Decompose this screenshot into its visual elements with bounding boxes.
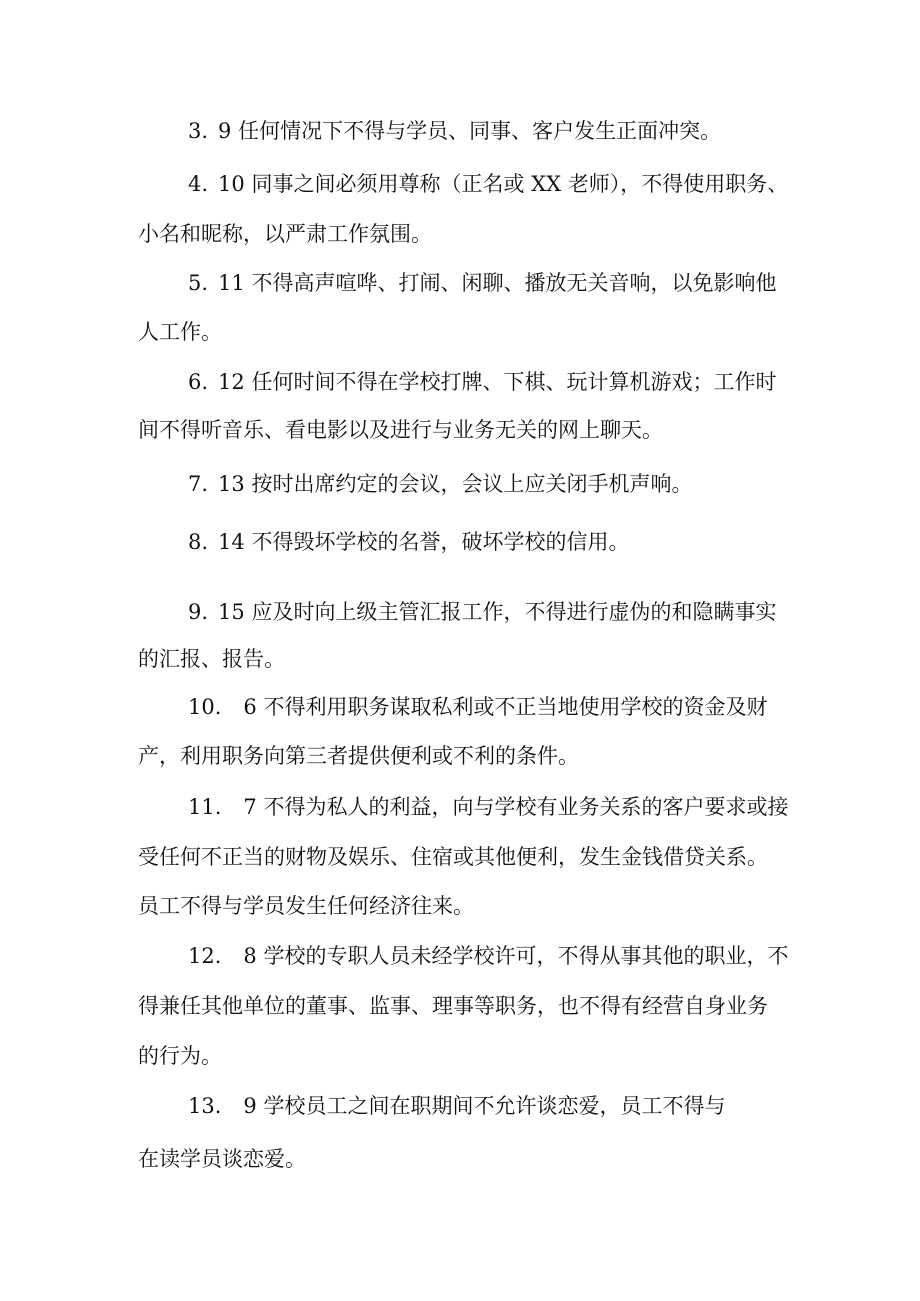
item-text: 在读学员谈恋爱。 (138, 1147, 306, 1171)
list-item-12-line-1 (188, 942, 788, 970)
list-item-6-line-2 (138, 416, 663, 444)
item-text: 7 不得为私人的利益，向与学校有业务关系的客户要求或接 (243, 795, 789, 819)
item-number: 12. (188, 944, 222, 968)
list-item-11-line-3 (138, 892, 474, 920)
list-item-9-line-1 (188, 598, 776, 626)
item-text: 9 任何情况下不得与学员、同事、客户发生正面冲突。 (218, 119, 722, 143)
item-number: 5. (188, 271, 209, 295)
list-item-13-line-1 (188, 1092, 725, 1120)
list-item-3-line-1 (188, 117, 721, 145)
list-item-5-line-2 (138, 318, 222, 346)
item-number: 8. (188, 530, 209, 554)
list-item-12-line-2 (138, 992, 768, 1020)
item-text: 产，利用职务向第三者提供便利或不利的条件。 (138, 744, 579, 768)
item-text: 15 应及时向上级主管汇报工作，不得进行虚伪的和隐瞒事实 (218, 600, 777, 624)
list-item-9-line-2 (138, 645, 285, 673)
item-text: 得兼任其他单位的董事、监事、理事等职务，也不得有经营自身业务 (138, 994, 768, 1018)
item-text: 10 同事之间必须用尊称（正名或 XX 老师），不得使用职务、 (218, 172, 789, 196)
item-text: 人工作。 (138, 320, 222, 344)
item-text: 11 不得高声喧哗、打闹、闲聊、播放无关音响，以免影响他 (218, 271, 777, 295)
item-text: 小名和昵称，以严肃工作氛围。 (138, 222, 432, 246)
list-item-10-line-2 (138, 742, 579, 770)
list-item-11-line-1 (188, 793, 788, 821)
item-number: 10. (188, 695, 222, 719)
item-text: 9 学校员工之间在职期间不允许谈恋爱，员工不得与 (243, 1094, 726, 1118)
item-text: 的行为。 (138, 1044, 222, 1068)
item-number: 6. (188, 370, 209, 394)
item-text: 员工不得与学员发生任何经济往来。 (138, 894, 474, 918)
list-item-11-line-2 (138, 843, 768, 871)
item-number: 7. (188, 472, 209, 496)
item-text: 的汇报、报告。 (138, 647, 285, 671)
list-item-5-line-1 (188, 269, 776, 297)
item-number: 11. (188, 795, 222, 819)
list-item-4-line-2 (138, 220, 432, 248)
list-item-7-line-1 (188, 470, 692, 498)
list-item-4-line-1 (188, 170, 788, 198)
item-text: 8 学校的专职人员未经学校许可，不得从事其他的职业，不 (243, 944, 789, 968)
list-item-8-line-1 (188, 528, 629, 556)
item-number: 13. (188, 1094, 222, 1118)
list-item-10-line-1 (188, 693, 767, 721)
item-number: 4. (188, 172, 209, 196)
list-item-6-line-1 (188, 368, 776, 396)
list-item-13-line-2 (138, 1145, 306, 1173)
item-number: 3. (188, 119, 209, 143)
item-text: 6 不得利用职务谋取私利或不正当地使用学校的资金及财 (243, 695, 768, 719)
item-text: 受任何不正当的财物及娱乐、住宿或其他便利，发生金钱借贷关系。 (138, 845, 768, 869)
item-text: 13 按时出席约定的会议，会议上应关闭手机声响。 (218, 472, 693, 496)
item-text: 14 不得毁坏学校的名誉，破坏学校的信用。 (218, 530, 630, 554)
item-text: 间不得听音乐、看电影以及进行与业务无关的网上聊天。 (138, 418, 663, 442)
item-number: 9. (188, 600, 209, 624)
item-text: 12 任何时间不得在学校打牌、下棋、玩计算机游戏；工作时 (218, 370, 777, 394)
list-item-12-line-3 (138, 1042, 222, 1070)
